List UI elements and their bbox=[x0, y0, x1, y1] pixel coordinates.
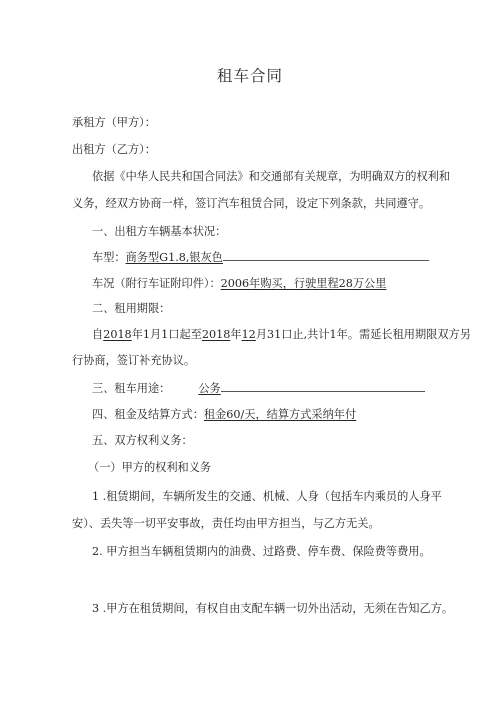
vehicle-condition-value: 2006年购买，行驶里程28万公里 bbox=[220, 277, 387, 290]
section2-heading: 二、租用期限： bbox=[92, 302, 171, 315]
period-from-prefix: 自 bbox=[92, 328, 104, 341]
period-line-1 bbox=[92, 326, 471, 342]
vehicle-type-fill-line bbox=[223, 250, 429, 261]
lessor-label: 出租方（乙方）： bbox=[72, 143, 156, 156]
item1-line-1: 1 .租赁期间，车辆所发生的交通、机械、人身（包括车内乘员的人身平 bbox=[92, 490, 442, 503]
vehicle-type-value: 商务型G1.8,银灰色 bbox=[125, 251, 223, 264]
period-line-2: 行协商，签订补充协议。 bbox=[72, 354, 196, 367]
vehicle-condition-label: 车况（附行车证附印件）： bbox=[92, 277, 221, 290]
section3-value: 公务 bbox=[198, 382, 221, 395]
lessee-label: 承租方（甲方）： bbox=[72, 116, 156, 129]
period-to-year: 2018 bbox=[201, 328, 231, 341]
subsection1-heading: （一）甲方的权利和义务 bbox=[88, 461, 212, 474]
section3-fill-line bbox=[221, 381, 425, 392]
item1-line-2: 安）、丢失等一切平安事故，责任均由甲方担当，与乙方无关。 bbox=[72, 517, 380, 530]
section3-label: 三、租车用途： bbox=[92, 382, 171, 395]
page-title: 租车合同 bbox=[216, 67, 283, 85]
section4-value: 租金60/天，结算方式采纳年付 bbox=[203, 408, 357, 421]
period-from-year: 2018 bbox=[103, 328, 132, 341]
vehicle-type-row bbox=[92, 249, 440, 265]
vehicle-type-label: 车型： bbox=[92, 251, 126, 264]
period-to-rest: 月31口止,共计1年。需延长租用期限双方另 bbox=[255, 328, 471, 341]
section1-heading: 一、出租方车辆基本状况： bbox=[92, 225, 227, 238]
vehicle-condition-row bbox=[92, 275, 440, 291]
intro-line-1: 依据《中华人民共和国合同法》和交通部有关规章，为明确双方的权利和 bbox=[92, 170, 451, 183]
period-to-month: 12 bbox=[241, 328, 256, 341]
section5-heading: 五、双方权利义务： bbox=[92, 434, 193, 447]
section4-row bbox=[92, 406, 440, 422]
section4-label: 四、租金及结算方式： bbox=[92, 408, 204, 421]
period-to-year-suffix: 年 bbox=[230, 328, 242, 341]
item2: 2. 甲方担当车辆租赁期内的油费、过路费、停车费、保险费等费用。 bbox=[92, 545, 431, 558]
item3: 3 .甲方在租赁期间，有权自由支配车辆一切外出活动，无须在告知乙方。 bbox=[92, 602, 454, 615]
section3-row bbox=[92, 380, 440, 396]
intro-line-2: 义务，经双方协商一样，签订汽车租赁合同，设定下列条款，共同遵守。 bbox=[72, 197, 431, 210]
period-from-rest: 年1月1口起至 bbox=[131, 328, 202, 341]
